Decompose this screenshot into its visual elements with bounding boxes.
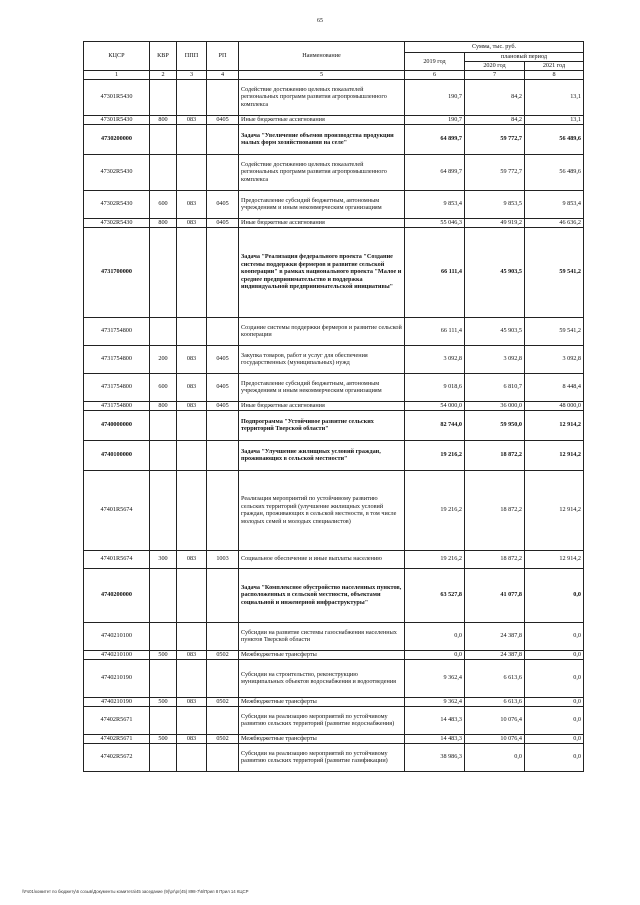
rp-cell: 1003 <box>207 550 239 568</box>
header-2019: 2019 год <box>405 53 465 71</box>
rp-cell: 0405 <box>207 401 239 410</box>
rp-cell <box>207 317 239 345</box>
table-row <box>84 317 584 345</box>
rp-cell <box>207 706 239 734</box>
name-cell: Задача "Комплексное обустройство населенных пунктов, расположенных в сельской местности, объектами социальной и инженерной инфраструктуры" <box>239 568 405 622</box>
table-header <box>84 42 584 80</box>
value-2019-cell: 190,7 <box>405 79 465 115</box>
value-2021-cell: 12 914,2 <box>525 410 584 440</box>
kvr-cell <box>150 743 177 771</box>
table-row <box>84 345 584 373</box>
value-2019-cell: 14 483,3 <box>405 734 465 743</box>
name-cell: Содействие достижению целевых показателей региональных программ развития агропромышленного комплекса <box>239 79 405 115</box>
name-cell: Субсидии на развитие системы газоснабжения населенных пунктов Тверской области <box>239 622 405 650</box>
rp-cell: 0405 <box>207 373 239 401</box>
rp-cell <box>207 622 239 650</box>
value-2019-cell: 9 362,4 <box>405 659 465 697</box>
page-number: 65 <box>317 18 323 24</box>
kcsr-cell: 4740210190 <box>84 659 150 697</box>
ppp-cell: 083 <box>177 345 207 373</box>
value-2020-cell: 18 872,2 <box>465 550 525 568</box>
value-2020-cell: 3 092,8 <box>465 345 525 373</box>
value-2020-cell: 45 903,5 <box>465 317 525 345</box>
value-2020-cell: 41 077,8 <box>465 568 525 622</box>
name-cell: Создание системы поддержки фермеров и развитие сельской кооперации <box>239 317 405 345</box>
name-cell: Субсидии на реализацию мероприятий по устойчивому развитию сельских территорий (развитие газификации) <box>239 743 405 771</box>
header-kcsr: КЦСР <box>84 42 150 71</box>
table-row <box>84 373 584 401</box>
kcsr-cell: 47302R5430 <box>84 218 150 227</box>
name-cell: Реализация мероприятий по устойчивому развитию сельских территорий (улучшение жилищных условий граждан, проживающих в сельской местности, в том числе молодых семей и молодых специалистов) <box>239 470 405 550</box>
table-row <box>84 734 584 743</box>
rp-cell <box>207 410 239 440</box>
ppp-cell <box>177 124 207 154</box>
value-2021-cell: 0,0 <box>525 568 584 622</box>
rp-cell: 0502 <box>207 734 239 743</box>
table-row <box>84 218 584 227</box>
kcsr-cell: 47301R5430 <box>84 115 150 124</box>
kvr-cell <box>150 659 177 697</box>
kvr-cell <box>150 622 177 650</box>
kcsr-cell: 47402R5672 <box>84 743 150 771</box>
table-row <box>84 568 584 622</box>
value-2020-cell: 18 872,2 <box>465 440 525 470</box>
value-2019-cell: 9 018,6 <box>405 373 465 401</box>
value-2020-cell: 6 613,6 <box>465 697 525 706</box>
kcsr-cell: 47301R5430 <box>84 79 150 115</box>
header-rp: РП <box>207 42 239 71</box>
kvr-cell: 800 <box>150 218 177 227</box>
value-2021-cell: 0,0 <box>525 734 584 743</box>
ppp-cell <box>177 227 207 317</box>
value-2020-cell: 0,0 <box>465 743 525 771</box>
kvr-cell <box>150 79 177 115</box>
value-2019-cell: 19 216,2 <box>405 550 465 568</box>
value-2019-cell: 38 986,3 <box>405 743 465 771</box>
rp-cell <box>207 568 239 622</box>
ppp-cell: 083 <box>177 190 207 218</box>
kvr-cell: 600 <box>150 373 177 401</box>
kcsr-cell: 47302R5430 <box>84 190 150 218</box>
value-2019-cell: 19 216,2 <box>405 470 465 550</box>
kvr-cell <box>150 227 177 317</box>
rp-cell: 0405 <box>207 345 239 373</box>
kcsr-cell: 4731700000 <box>84 227 150 317</box>
value-2019-cell: 0,0 <box>405 650 465 659</box>
value-2021-cell: 3 092,8 <box>525 345 584 373</box>
kvr-cell <box>150 440 177 470</box>
table-row <box>84 154 584 190</box>
value-2020-cell: 6 810,7 <box>465 373 525 401</box>
value-2019-cell: 19 216,2 <box>405 440 465 470</box>
ppp-cell <box>177 440 207 470</box>
value-2020-cell: 10 076,4 <box>465 706 525 734</box>
ppp-cell <box>177 568 207 622</box>
ppp-cell <box>177 79 207 115</box>
name-cell: Социальное обеспечение и иные выплаты населению <box>239 550 405 568</box>
kcsr-cell: 47401R5674 <box>84 550 150 568</box>
col-number: 3 <box>177 71 207 80</box>
ppp-cell: 083 <box>177 218 207 227</box>
table-row <box>84 410 584 440</box>
ppp-cell: 083 <box>177 697 207 706</box>
header-2020: 2020 год <box>465 62 525 71</box>
kcsr-cell: 47402R5671 <box>84 706 150 734</box>
value-2020-cell: 6 613,6 <box>465 659 525 697</box>
footer-file-path: \\Fs01\комитет по бюджету\6 созыв\Документы комитета\45 заседание (9)\рг\рг(45) 898-7\6\Прил 8 Прил 14 КЦСР <box>22 889 249 894</box>
header-planned-period: плановый период <box>465 53 584 62</box>
value-2020-cell: 59 950,0 <box>465 410 525 440</box>
rp-cell: 0405 <box>207 115 239 124</box>
value-2020-cell: 18 872,2 <box>465 470 525 550</box>
value-2021-cell: 0,0 <box>525 743 584 771</box>
table-row <box>84 190 584 218</box>
kcsr-cell: 4740000000 <box>84 410 150 440</box>
column-number-row <box>84 71 584 80</box>
kvr-cell: 600 <box>150 190 177 218</box>
table-row <box>84 440 584 470</box>
table-row <box>84 743 584 771</box>
value-2021-cell: 0,0 <box>525 650 584 659</box>
kvr-cell <box>150 568 177 622</box>
rp-cell <box>207 124 239 154</box>
value-2020-cell: 24 387,8 <box>465 622 525 650</box>
value-2021-cell: 0,0 <box>525 706 584 734</box>
value-2019-cell: 9 362,4 <box>405 697 465 706</box>
name-cell: Межбюджетные трансферты <box>239 734 405 743</box>
value-2021-cell: 13,1 <box>525 115 584 124</box>
value-2019-cell: 190,7 <box>405 115 465 124</box>
header-ppp: ППП <box>177 42 207 71</box>
kcsr-cell: 4740210100 <box>84 622 150 650</box>
value-2019-cell: 63 527,8 <box>405 568 465 622</box>
table-row <box>84 115 584 124</box>
kcsr-cell: 47402R5671 <box>84 734 150 743</box>
ppp-cell <box>177 470 207 550</box>
ppp-cell <box>177 706 207 734</box>
table-row <box>84 550 584 568</box>
rp-cell <box>207 470 239 550</box>
header-name: Наименование <box>239 42 405 71</box>
header-sum: Сумма, тыс. руб. <box>405 42 584 53</box>
name-cell: Подпрограмма "Устойчивое развитие сельских территорий Тверской области" <box>239 410 405 440</box>
kcsr-cell: 4730200000 <box>84 124 150 154</box>
value-2020-cell: 84,2 <box>465 79 525 115</box>
ppp-cell <box>177 622 207 650</box>
value-2021-cell: 0,0 <box>525 659 584 697</box>
kvr-cell: 500 <box>150 697 177 706</box>
table-row <box>84 650 584 659</box>
kcsr-cell: 4731754800 <box>84 345 150 373</box>
value-2021-cell: 59 541,2 <box>525 227 584 317</box>
table-row <box>84 622 584 650</box>
kvr-cell: 200 <box>150 345 177 373</box>
ppp-cell: 083 <box>177 734 207 743</box>
value-2019-cell: 66 111,4 <box>405 317 465 345</box>
budget-table <box>83 41 584 772</box>
kvr-cell <box>150 317 177 345</box>
kcsr-cell: 47401R5674 <box>84 470 150 550</box>
ppp-cell <box>177 154 207 190</box>
table-row <box>84 227 584 317</box>
kcsr-cell: 4731754800 <box>84 373 150 401</box>
rp-cell: 0405 <box>207 190 239 218</box>
kcsr-cell: 4740100000 <box>84 440 150 470</box>
kvr-cell <box>150 410 177 440</box>
kvr-cell <box>150 154 177 190</box>
rp-cell <box>207 440 239 470</box>
kvr-cell <box>150 470 177 550</box>
col-number: 2 <box>150 71 177 80</box>
name-cell: Межбюджетные трансферты <box>239 697 405 706</box>
table-row <box>84 706 584 734</box>
table-row <box>84 124 584 154</box>
name-cell: Межбюджетные трансферты <box>239 650 405 659</box>
value-2019-cell: 0,0 <box>405 622 465 650</box>
ppp-cell <box>177 743 207 771</box>
value-2020-cell: 36 000,0 <box>465 401 525 410</box>
header-kvr: КВР <box>150 42 177 71</box>
kcsr-cell: 4731754800 <box>84 317 150 345</box>
kvr-cell: 800 <box>150 115 177 124</box>
ppp-cell <box>177 659 207 697</box>
kvr-cell: 300 <box>150 550 177 568</box>
value-2019-cell: 54 000,0 <box>405 401 465 410</box>
value-2021-cell: 9 853,4 <box>525 190 584 218</box>
ppp-cell: 083 <box>177 115 207 124</box>
kcsr-cell: 4740210190 <box>84 697 150 706</box>
name-cell: Закупка товаров, работ и услуг для обеспечения государственных (муниципальных) нужд <box>239 345 405 373</box>
value-2021-cell: 0,0 <box>525 697 584 706</box>
value-2019-cell: 55 046,3 <box>405 218 465 227</box>
value-2021-cell: 8 448,4 <box>525 373 584 401</box>
name-cell: Иные бюджетные ассигнования <box>239 218 405 227</box>
table-row <box>84 470 584 550</box>
value-2020-cell: 24 387,8 <box>465 650 525 659</box>
name-cell: Иные бюджетные ассигнования <box>239 115 405 124</box>
value-2021-cell: 13,1 <box>525 79 584 115</box>
col-number: 8 <box>525 71 584 80</box>
value-2019-cell: 64 899,7 <box>405 124 465 154</box>
value-2019-cell: 3 092,8 <box>405 345 465 373</box>
ppp-cell: 083 <box>177 650 207 659</box>
name-cell: Предоставление субсидий бюджетным, автономным учреждениям и иным некоммерческим организациям <box>239 190 405 218</box>
col-number: 1 <box>84 71 150 80</box>
rp-cell <box>207 743 239 771</box>
value-2020-cell: 59 772,7 <box>465 124 525 154</box>
ppp-cell: 083 <box>177 401 207 410</box>
col-number: 5 <box>239 71 405 80</box>
table-row <box>84 401 584 410</box>
rp-cell <box>207 227 239 317</box>
rp-cell <box>207 79 239 115</box>
name-cell: Задача "Реализация федерального проекта "Создание системы поддержки фермеров и развитие сельской кооперации" в рамках национального проекта "Малое и среднее предпринимательство и поддержка индивидуальной предпринимательской инициативы" <box>239 227 405 317</box>
table-body <box>84 79 584 771</box>
ppp-cell: 083 <box>177 373 207 401</box>
table-row <box>84 79 584 115</box>
value-2020-cell: 9 853,5 <box>465 190 525 218</box>
kcsr-cell: 4740200000 <box>84 568 150 622</box>
name-cell: Задача "Увеличение объемов производства продукции малых форм хозяйствования на селе" <box>239 124 405 154</box>
kvr-cell <box>150 706 177 734</box>
ppp-cell <box>177 317 207 345</box>
kcsr-cell: 47302R5430 <box>84 154 150 190</box>
value-2021-cell: 12 914,2 <box>525 470 584 550</box>
value-2019-cell: 14 483,3 <box>405 706 465 734</box>
rp-cell: 0405 <box>207 218 239 227</box>
header-2021: 2021 год <box>525 62 584 71</box>
value-2019-cell: 66 111,4 <box>405 227 465 317</box>
name-cell: Иные бюджетные ассигнования <box>239 401 405 410</box>
value-2020-cell: 10 076,4 <box>465 734 525 743</box>
kvr-cell <box>150 124 177 154</box>
value-2019-cell: 9 853,4 <box>405 190 465 218</box>
col-number: 7 <box>465 71 525 80</box>
value-2021-cell: 12 914,2 <box>525 550 584 568</box>
value-2020-cell: 84,2 <box>465 115 525 124</box>
name-cell: Содействие достижению целевых показателей региональных программ развития агропромышленного комплекса <box>239 154 405 190</box>
table-row <box>84 659 584 697</box>
rp-cell <box>207 154 239 190</box>
rp-cell: 0502 <box>207 697 239 706</box>
value-2019-cell: 64 899,7 <box>405 154 465 190</box>
name-cell: Субсидии на строительство, реконструкцию муниципальных объектов водоснабжения и водоотведения <box>239 659 405 697</box>
rp-cell: 0502 <box>207 650 239 659</box>
col-number: 4 <box>207 71 239 80</box>
col-number: 6 <box>405 71 465 80</box>
ppp-cell <box>177 410 207 440</box>
name-cell: Предоставление субсидий бюджетным, автономным учреждениям и иным некоммерческим организациям <box>239 373 405 401</box>
kcsr-cell: 4731754800 <box>84 401 150 410</box>
value-2020-cell: 59 772,7 <box>465 154 525 190</box>
name-cell: Задача "Улучшение жилищных условий граждан, проживающих в сельской местности" <box>239 440 405 470</box>
kvr-cell: 800 <box>150 401 177 410</box>
value-2021-cell: 59 541,2 <box>525 317 584 345</box>
value-2021-cell: 56 489,6 <box>525 154 584 190</box>
value-2021-cell: 46 636,2 <box>525 218 584 227</box>
value-2021-cell: 0,0 <box>525 622 584 650</box>
rp-cell <box>207 659 239 697</box>
name-cell: Субсидии на реализацию мероприятий по устойчивому развитию сельских территорий (развитие водоснабжения) <box>239 706 405 734</box>
table-row <box>84 697 584 706</box>
value-2020-cell: 45 903,5 <box>465 227 525 317</box>
kcsr-cell: 4740210100 <box>84 650 150 659</box>
value-2021-cell: 48 000,0 <box>525 401 584 410</box>
value-2020-cell: 49 919,2 <box>465 218 525 227</box>
kvr-cell: 500 <box>150 650 177 659</box>
value-2021-cell: 12 914,2 <box>525 440 584 470</box>
value-2021-cell: 56 489,6 <box>525 124 584 154</box>
ppp-cell: 083 <box>177 550 207 568</box>
value-2019-cell: 82 744,0 <box>405 410 465 440</box>
kvr-cell: 500 <box>150 734 177 743</box>
